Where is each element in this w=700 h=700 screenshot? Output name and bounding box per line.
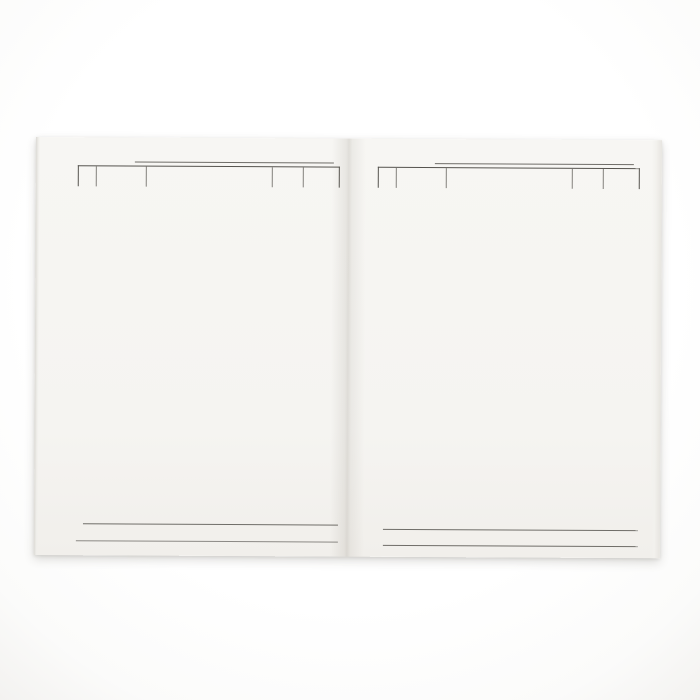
table-header-row	[78, 165, 340, 187]
lessons-table-left	[78, 165, 340, 187]
month-row	[128, 145, 334, 163]
center-fold	[330, 139, 366, 557]
month-blank-line	[135, 149, 334, 164]
class-teacher-signature-blank-line	[383, 516, 638, 531]
table-header-row	[378, 167, 640, 189]
notes-row	[76, 511, 338, 525]
notes-blank-line	[83, 510, 338, 525]
lessons-table-right	[378, 167, 640, 189]
col-header-number	[379, 168, 396, 188]
month-row	[428, 147, 634, 165]
col-header-grade	[272, 167, 303, 187]
col-header-teacher-signature	[603, 169, 639, 189]
diary-page-right	[347, 139, 662, 559]
notes-blank-line-2	[76, 527, 338, 542]
parents-signature-row	[376, 533, 638, 547]
col-header-subject	[96, 166, 146, 186]
diary-page-left	[34, 137, 349, 557]
col-header-number	[79, 166, 96, 186]
col-header-subject	[396, 168, 446, 188]
col-header-homework	[146, 167, 272, 188]
parents-signature-blank-line	[383, 532, 638, 547]
col-header-grade	[572, 169, 603, 189]
month-blank-line	[435, 150, 634, 165]
diary-spread	[34, 137, 662, 558]
class-teacher-signature-row	[376, 517, 638, 531]
col-header-homework	[446, 168, 572, 189]
